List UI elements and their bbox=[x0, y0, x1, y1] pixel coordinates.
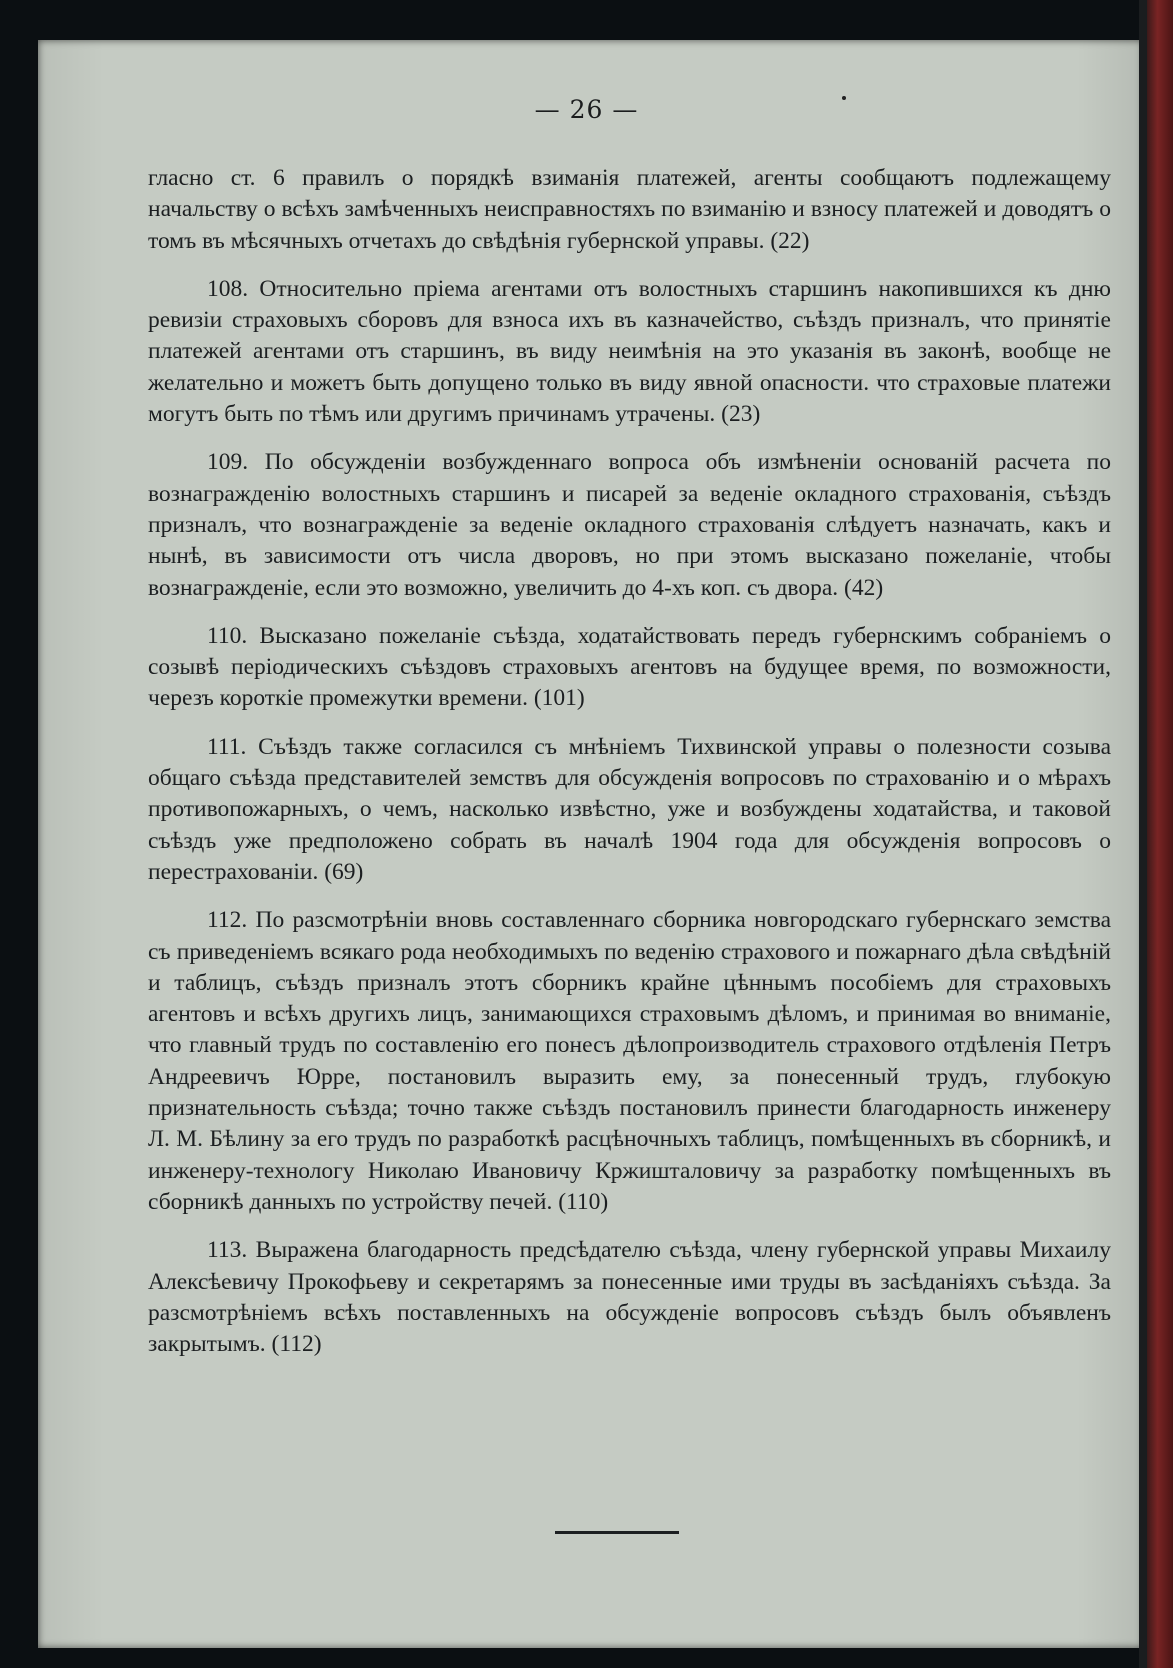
page-number: — 26 — bbox=[534, 95, 639, 124]
body-text bbox=[148, 163, 1111, 1360]
binding-shadow bbox=[1139, 0, 1147, 1668]
paragraph-111: 111. Съѣздъ также согласился съ мнѣніемъ Тихвинской управы о полезности созыва общаго съѣзда представителей земствъ для обсужденія вопросовъ по страхованію и о мѣрахъ противопожарныхъ, о чемъ, насколько извѣстно, уже и возбуждены ходатайства, и таковой съѣздъ уже предположено собрать въ началѣ 1904 года для обсужденія вопросовъ о перестрахованіи. (69) bbox=[148, 733, 1111, 885]
paragraph-112: 112. По разсмотрѣніи вновь составленнаго сборника новгородскаго губернскаго земства съ приведеніемъ всякаго рода необходимыхъ по веденію страхового и пожарнаго дѣла свѣдѣній и таблицъ, съѣздъ призналъ этотъ сборникъ крайне цѣннымъ пособіемъ для страховыхъ агентовъ и всѣхъ другихъ лицъ, занимающихся страховымъ дѣломъ, и принимая во вниманіе, что главный трудъ по составленію его понесъ дѣлопроизводитель страхового отдѣленія Петръ Андреевичъ Юрре, постановилъ выразить ему, за понесенный трудъ, глубокую признательность съѣзда; точно также съѣздъ постановилъ принести благодарность инженеру Л. М. Бѣлину за его трудъ по разработкѣ расцѣночныхъ таблицъ, помѣщенныхъ въ сборникѣ, и инженеру-технологу Николаю Ивановичу Кржишталовичу за разработку помѣщенныхъ въ сборникѣ данныхъ по устройству печей. (110) bbox=[148, 907, 1111, 1215]
paragraph-continuation: гласно ст. 6 правилъ о порядкѣ взиманія платежей, агенты сообщаютъ подлежащему начальству о всѣхъ замѣченныхъ неисправностяхъ по взиманію и взносу платежей и доводятъ о томъ въ мѣсячныхъ отчетахъ до свѣдѣнія губернской управы. (22) bbox=[148, 165, 1111, 254]
paragraph-113: 113. Выражена благодарность предсѣдателю съѣзда, члену губернской управы Михаилу Алексѣевичу Прокофьеву и секретарямъ за понесенные ими труды въ засѣданіяхъ съѣзда. За разсмотрѣніемъ всѣхъ поставленныхъ на обсужденіе вопросовъ съѣздъ былъ объявленъ закрытымъ. (112) bbox=[148, 1237, 1111, 1358]
paragraph-110: 110. Высказано пожеланіе съѣзда, ходатайствовать передъ губернскимъ собраніемъ о созывѣ періодическихъ съѣздовъ страховыхъ агентовъ на будущее время, по возможности, черезъ короткіе промежутки времени. (101) bbox=[148, 622, 1111, 712]
paragraph-108: 108. Относительно пріема агентами отъ волостныхъ старшинъ накопившихся къ дню ревизіи страховыхъ сборовъ для взноса ихъ въ казначейство, съѣздъ призналъ, что принятіе платежей агентами отъ старшинъ, въ виду неимѣнія на это указанія въ законѣ, вообще не желательно и можетъ быть допущено только въ виду явной опасности. что страховые платежи могутъ быть по тѣмъ или другимъ причинамъ утрачены. (23) bbox=[148, 275, 1111, 428]
book-cover-edge bbox=[1147, 0, 1173, 1668]
closing-rule bbox=[555, 1531, 679, 1534]
paragraph-109: 109. По обсужденіи возбужденнаго вопроса объ измѣненіи основаній расчета по вознагражденію волостныхъ старшинъ и писарей за веденіе окладного страхованія, съѣздъ призналъ, что вознагражденіе за веденіе окладного страхованія слѣдуетъ назначать, какъ и нынѣ, въ зависимости отъ числа дворовъ, но при этомъ высказано пожеланіе, чтобы вознагражденіе, если это возможно, увеличить до 4-хъ коп. съ двора. (42) bbox=[148, 449, 1111, 601]
